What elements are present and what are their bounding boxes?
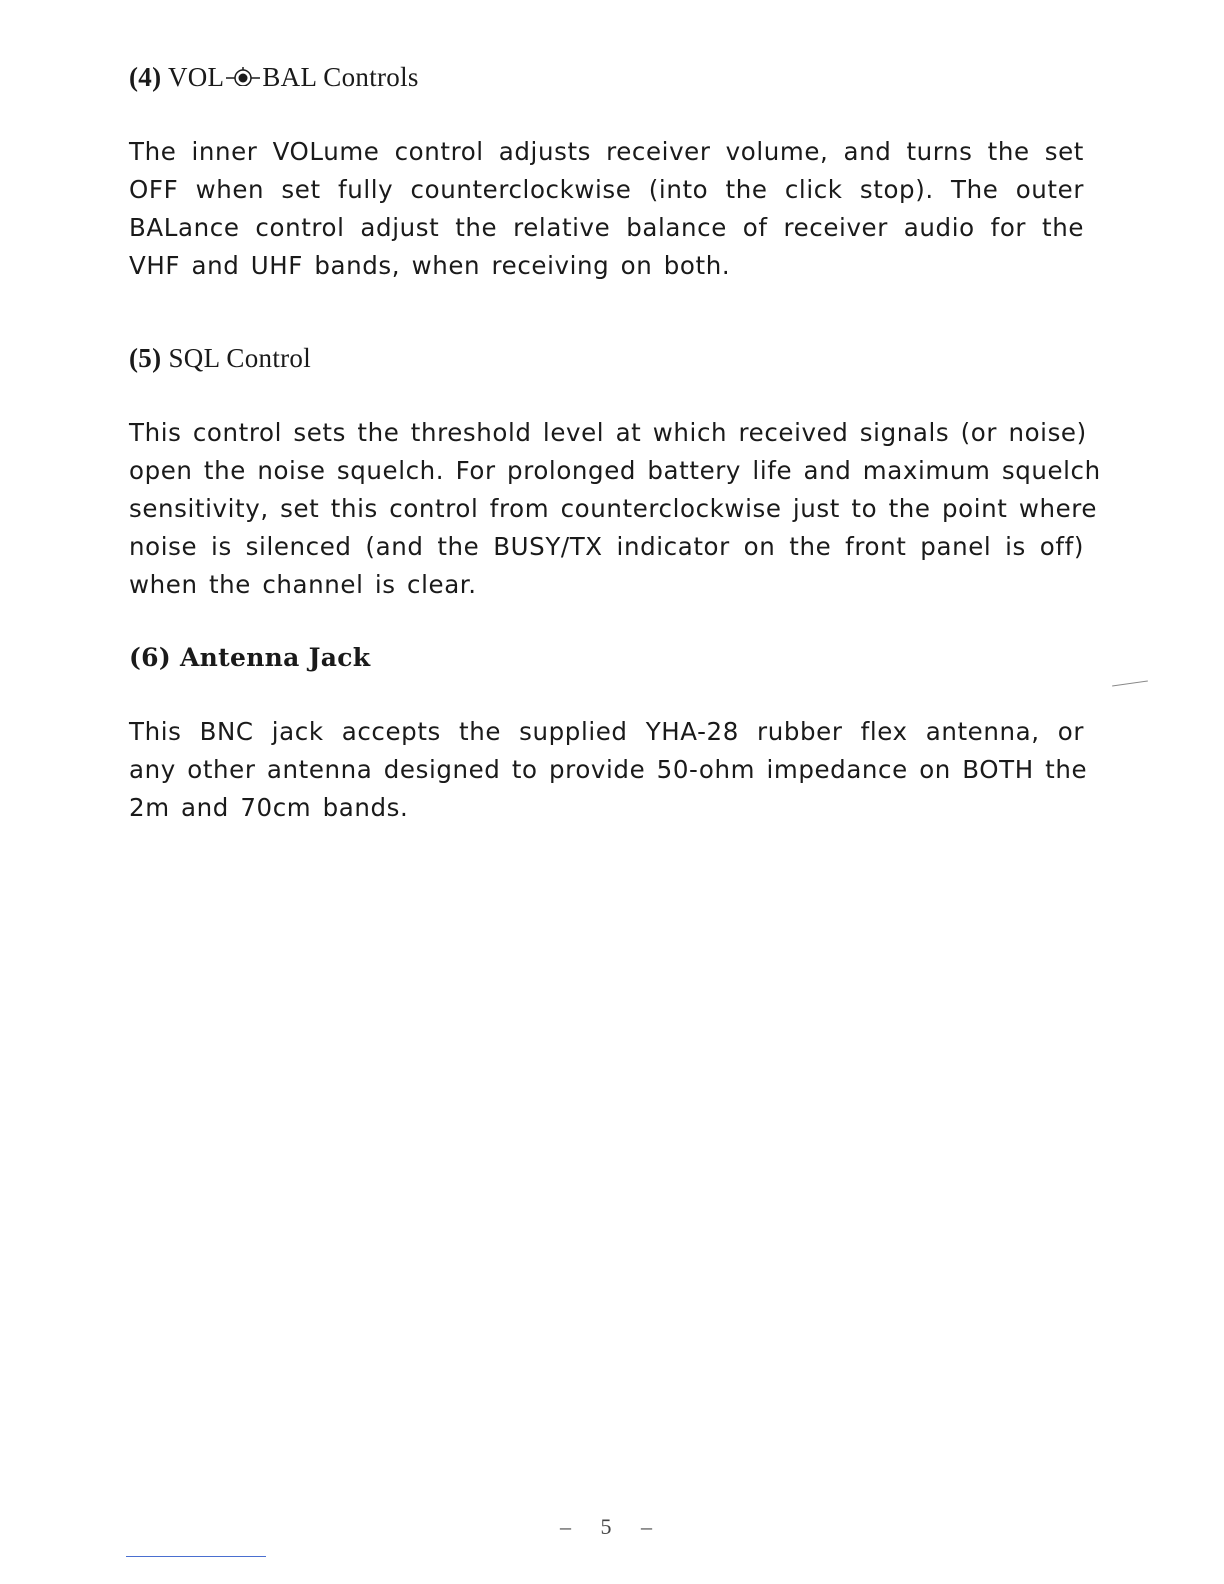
body-line: OFF when set fully counterclockwise (into the click stop). The outer [129, 175, 1084, 204]
body-line: any other antenna designed to provide 50-ohm impedance on BOTH the [129, 755, 1088, 784]
section-4-title-pre: VOL [167, 62, 225, 92]
body-line: The inner VOLume control adjusts receiver volume, and turns the set [129, 137, 1084, 166]
section-5-number: (5) [129, 343, 162, 373]
body-line: sensitivity, set this control from counterclockwise just to the point where [129, 494, 1098, 523]
section-5-body [129, 414, 1101, 604]
scan-artifact-mark [1112, 680, 1148, 686]
body-line: BALance control adjust the relative balance of receiver audio for the [129, 213, 1084, 242]
section-4-number: (4) [129, 62, 162, 92]
footnote-rule [126, 1556, 266, 1557]
section-6-title: Antenna Jack [179, 643, 371, 672]
concentric-knob-icon [226, 64, 260, 91]
body-line: 2m and 70cm bands. [129, 793, 409, 822]
body-line: when the channel is clear. [129, 570, 477, 599]
section-6-heading [129, 645, 370, 670]
page-number: – 5 – [560, 1514, 664, 1539]
section-4-body [129, 133, 1084, 285]
body-line: noise is silenced (and the BUSY/TX indicator on the front panel is off) [129, 532, 1084, 561]
section-5-heading [129, 345, 311, 372]
body-line: open the noise squelch. For prolonged battery life and maximum squelch [129, 456, 1101, 485]
section-5-title: SQL Control [168, 343, 312, 373]
body-line: This control sets the threshold level at which received signals (or noise) [129, 418, 1087, 447]
section-6-body [129, 713, 1088, 827]
body-line: VHF and UHF bands, when receiving on both. [129, 251, 731, 280]
section-4-heading [129, 64, 419, 95]
section-4-title-post: BAL Controls [262, 62, 419, 92]
body-line: This BNC jack accepts the supplied YHA-28 rubber flex antenna, or [129, 717, 1084, 746]
section-6-number: (6) [129, 643, 171, 672]
